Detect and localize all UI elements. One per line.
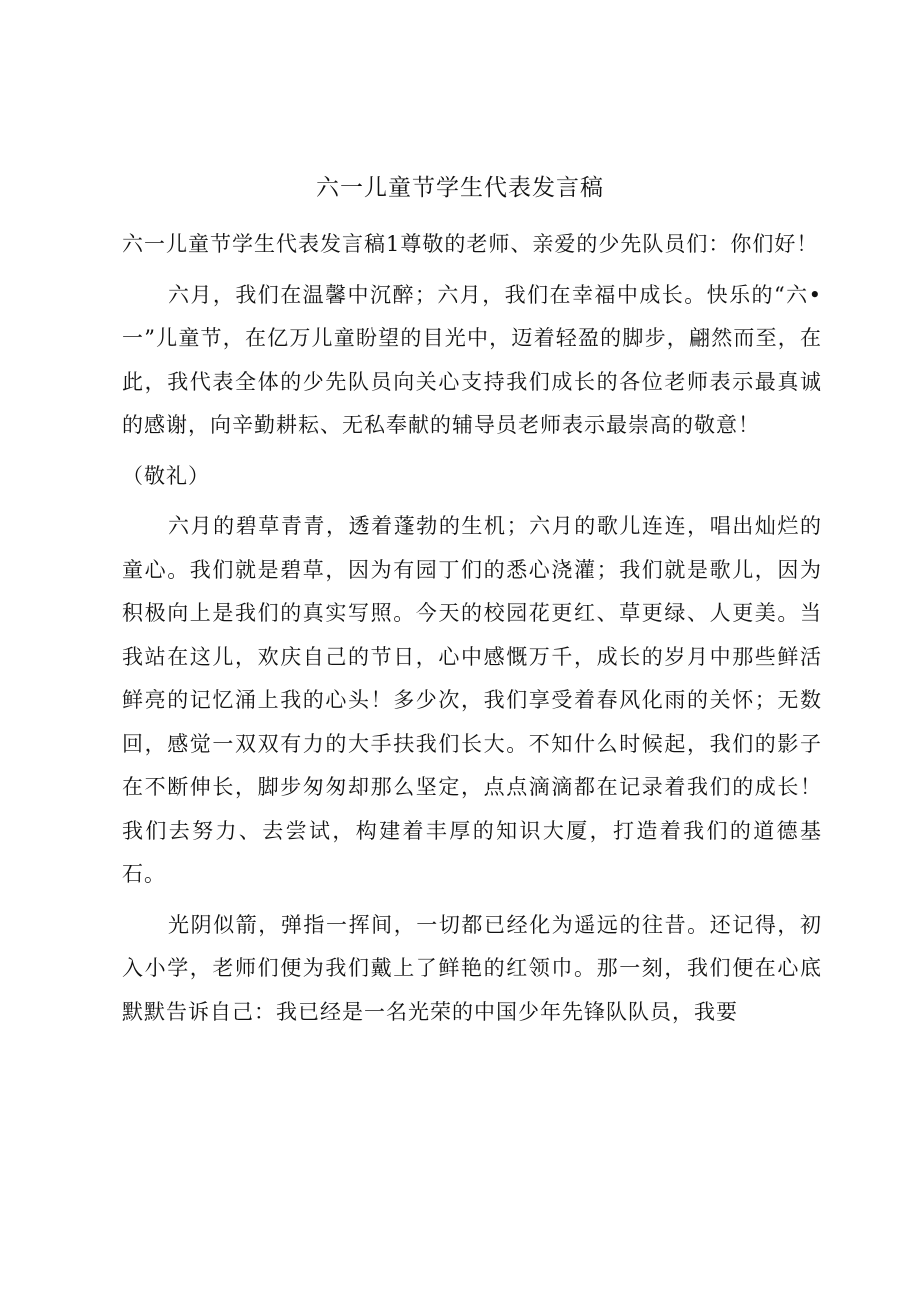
document-title: 六一儿童节学生代表发言稿 xyxy=(316,175,604,201)
greeting-paragraph: 六一儿童节学生代表发言稿1尊敬的老师、亲爱的少先队员们：你们好！ xyxy=(122,232,819,256)
paragraph-3: 六月的碧草青青，透着蓬勃的生机；六月的歌儿连连，唱出灿烂的童心。我们就是碧草，因为有园丁们的悉心浇灌；我们就是歌儿，因为积极向上是我们的真实写照。今天的校园花更红、草更绿、人更美。当我站在这儿，欢庆自己的节日，心中感慨万千，成长的岁月中那些鲜活鲜亮的记忆涌上我的心头！多少次，我们享受着春风化雨的关怀；无数回，感觉一双双有力的大手扶我们长大。不知什么时候起，我们的影子在不断伸长，脚步匆匆却那么坚定，点点滴滴都在记录着我们的成长！我们去努力、去尝试，构建着丰厚的知识大厦，打造着我们的道德基石。 xyxy=(122,514,822,886)
paragraph-1: 六月，我们在温馨中沉醉；六月，我们在幸福中成长。快乐的“六•一”儿童节，在亿万儿童盼望的目光中，迈着轻盈的脚步，翩然而至，在此，我代表全体的少先队员向关心支持我们成长的各位老师表示最真诚的感谢，向辛勤耕耘、无私奉献的辅导员老师表示最崇高的敬意！ xyxy=(122,282,822,437)
paragraph-2: （敬礼） xyxy=(122,463,210,488)
paragraph-4: 光阴似箭，弹指一挥间，一切都已经化为遥远的往昔。还记得，初入小学，老师们便为我们戴上了鲜艳的红领巾。那一刻，我们便在心底默默告诉自己：我已经是一名光荣的中国少年先锋队队员，我要 xyxy=(122,912,822,1024)
document-body xyxy=(122,223,822,1041)
